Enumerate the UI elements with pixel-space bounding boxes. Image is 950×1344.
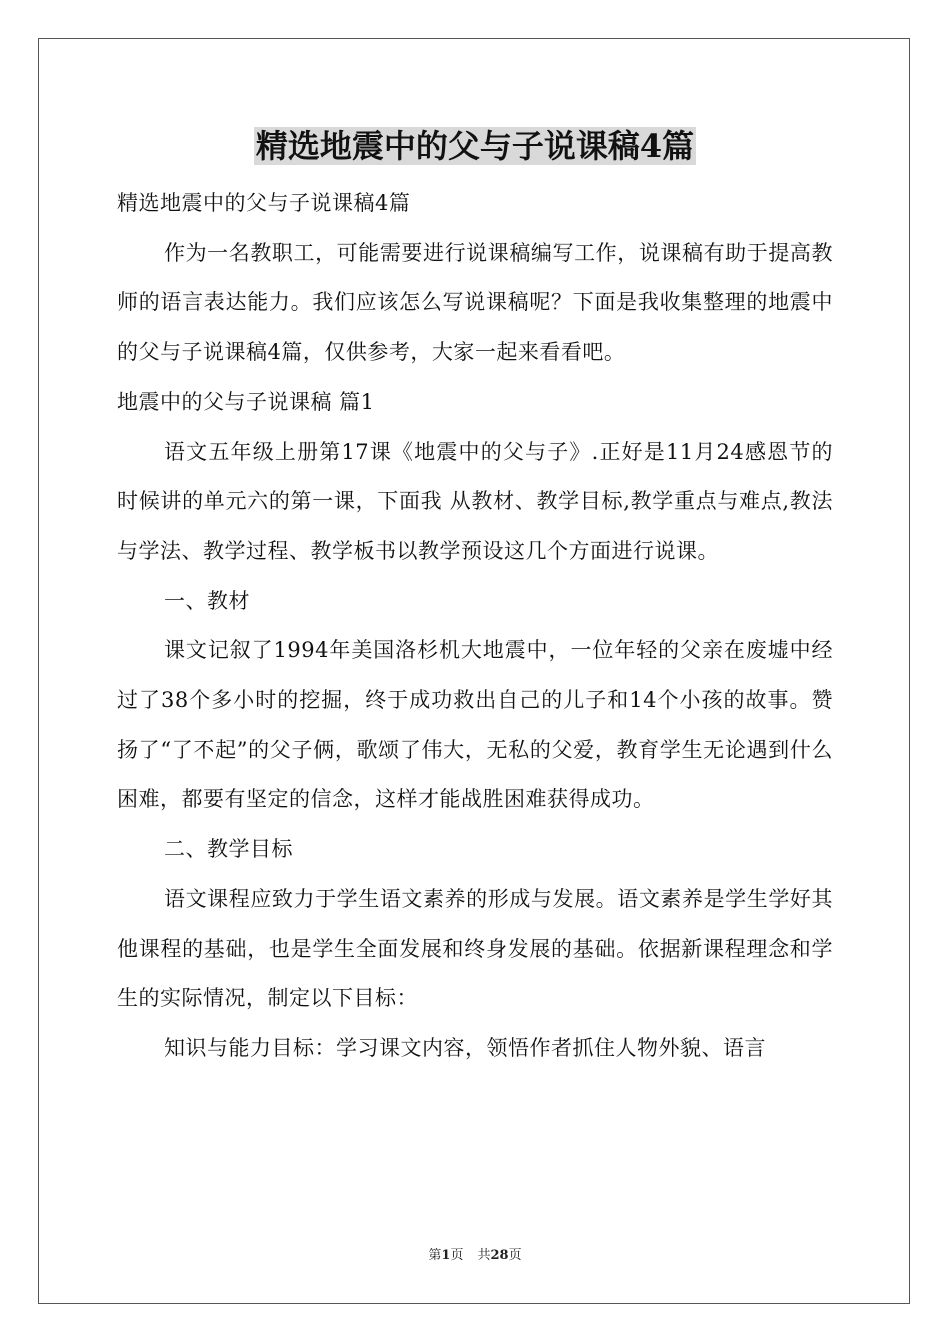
page-footer (0, 1247, 950, 1265)
paragraph-subtitle: 精选地震中的父与子说课稿4篇 (117, 191, 411, 215)
footer-prefix: 第 (428, 1248, 442, 1263)
footer-page-suffix: 页 (450, 1248, 464, 1263)
paragraph-knowledge-goals: 知识与能力目标：学习课文内容，领悟作者抓住人物外貌、语言 (164, 1035, 766, 1060)
paragraph-textbook: 课文记叙了1994年美国洛杉机大地震中，一位年轻的父亲在废墟中经过了38个多小时的挖掘，终于成功救出自己的儿子和14个小孩的故事。赞扬了“了不起”的父子俩，歌颂了伟大，无私的父爱，教育学生无论遇到什么困难，都要有坚定的信念，这样才能战胜困难获得成功。 (117, 638, 833, 812)
footer-total-suffix: 页 (508, 1248, 522, 1263)
section-heading-part-1: 地震中的父与子说课稿 篇1 (117, 389, 375, 414)
document-body (117, 179, 833, 1074)
paragraph-lesson-overview: 语文五年级上册第17课《地震中的父与子》.正好是11月24感恩节的时候讲的单元六的第一课，下面我 从教材、教学目标,教学重点与难点,教法与学法、教学过程、教学板书以教学预设这几个方面进行说课。 (117, 439, 833, 563)
footer-current-page: 1 (441, 1248, 451, 1263)
paragraph-intro: 作为一名教职工，可能需要进行说课稿编写工作，说课稿有助于提高教师的语言表达能力。我们应该怎么写说课稿呢？下面是我收集整理的地震中的父与子说课稿4篇，仅供参考，大家一起来看看吧。 (117, 240, 833, 365)
document-title (0, 124, 950, 168)
document-title-text: 精选地震中的父与子说课稿4篇 (255, 127, 695, 165)
heading-teaching-goals: 二、教学目标 (164, 837, 293, 862)
footer-total-prefix: 共 (477, 1248, 491, 1263)
heading-textbook: 一、教材 (164, 588, 250, 613)
footer-total-pages: 28 (490, 1248, 509, 1263)
paragraph-teaching-goals: 语文课程应致力于学生语文素养的形成与发展。语文素养是学生学好其他课程的基础，也是学生全面发展和终身发展的基础。依据新课程理念和学生的实际情况，制定以下目标： (117, 886, 833, 1011)
